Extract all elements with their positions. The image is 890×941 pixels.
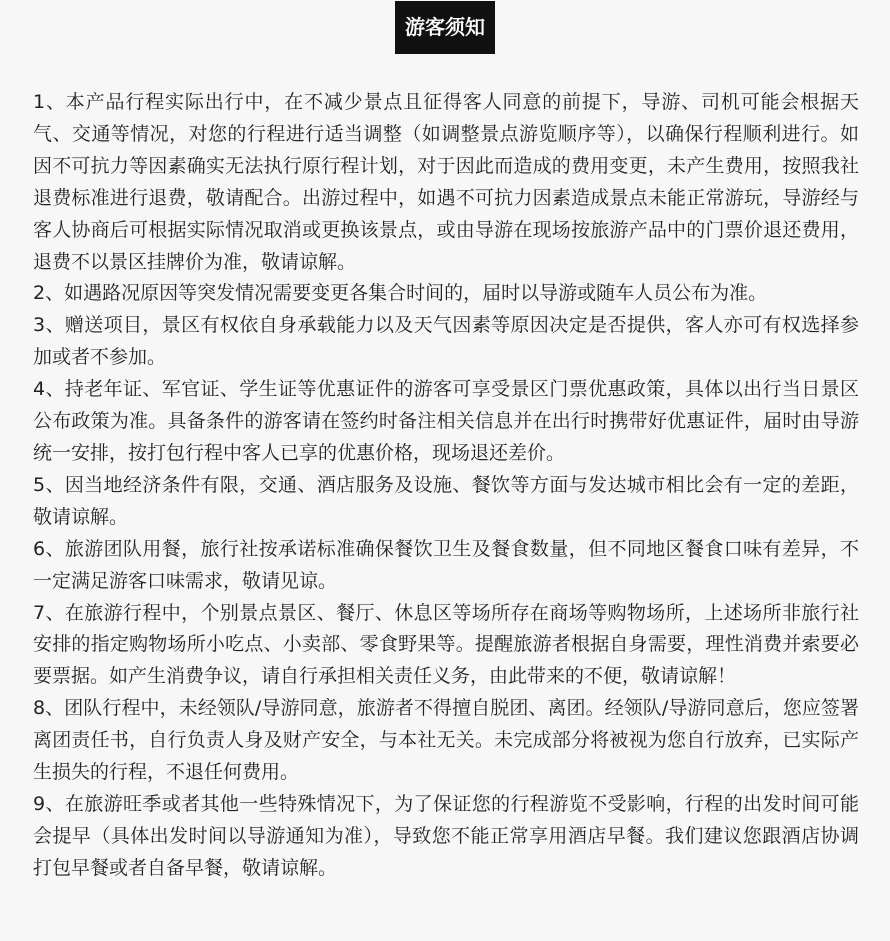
page-title: 游客须知: [395, 1, 495, 54]
notice-item-3: 3、赠送项目，景区有权依自身承载能力以及天气因素等原因决定是否提供，客人亦可有权选择参加或者不参加。: [33, 314, 859, 369]
notice-item-8: 8、团队行程中，未经领队/导游同意，旅游者不得擅自脱团、离团。经领队/导游同意后，您应签署离团责任书，自行负责人身及财产安全，与本社无关。未完成部分将被视为您自行放弃，已实际产生损失的行程，不退任何费用。: [33, 697, 859, 784]
notice-item-6: 6、旅游团队用餐，旅行社按承诺标准确保餐饮卫生及餐食数量，但不同地区餐食口味有差异，不一定满足游客口味需求，敬请见谅。: [33, 537, 859, 592]
notice-item-4: 4、持老年证、军官证、学生证等优惠证件的游客可享受景区门票优惠政策，具体以出行当日景区公布政策为准。具备条件的游客请在签约时备注相关信息并在出行时携带好优惠证件，届时由导游统一安排，按打包行程中客人已享的优惠价格，现场退还差价。: [33, 378, 859, 464]
title-bar: [0, 0, 890, 54]
notice-item-1: 1、本产品行程实际出行中，在不减少景点且征得客人同意的前提下，导游、司机可能会根据天气、交通等情况，对您的行程进行适当调整（如调整景点游览顺序等），以确保行程顺利进行。如因不可抗力等因素确实无法执行原行程计划，对于因此而造成的费用变更，未产生费用，按照我社退费标准进行退费，敬请配合。出游过程中，如遇不可抗力因素造成景点未能正常游玩，导游经与客人协商后可根据实际情况取消或更换该景点，或由导游在现场按旅游产品中的门票价退还费用，退费不以景区挂牌价为准，敬请谅解。: [33, 91, 859, 273]
notice-item-9: 9、在旅游旺季或者其他一些特殊情况下，为了保证您的行程游览不受影响，行程的出发时间可能会提早（具体出发时间以导游通知为准），导致您不能正常享用酒店早餐。我们建议您跟酒店协调打包早餐或者自备早餐，敬请谅解。: [33, 792, 859, 879]
notice-item-7: 7、在旅游行程中，个别景点景区、餐厅、休息区等场所存在商场等购物场所，上述场所非旅行社安排的指定购物场所小吃点、小卖部、零食野果等。提醒旅游者根据自身需要，理性消费并索要必要票据。如产生消费争议，请自行承担相关责任义务，由此带来的不便，敬请谅解！: [33, 601, 859, 688]
notice-item-5: 5、因当地经济条件有限，交通、酒店服务及设施、餐饮等方面与发达城市相比会有一定的差距，敬请谅解。: [33, 473, 859, 528]
notice-list: [33, 87, 859, 885]
notice-item-2: 2、如遇路况原因等突发情况需要变更各集合时间的，届时以导游或随车人员公布为准。: [33, 282, 768, 305]
